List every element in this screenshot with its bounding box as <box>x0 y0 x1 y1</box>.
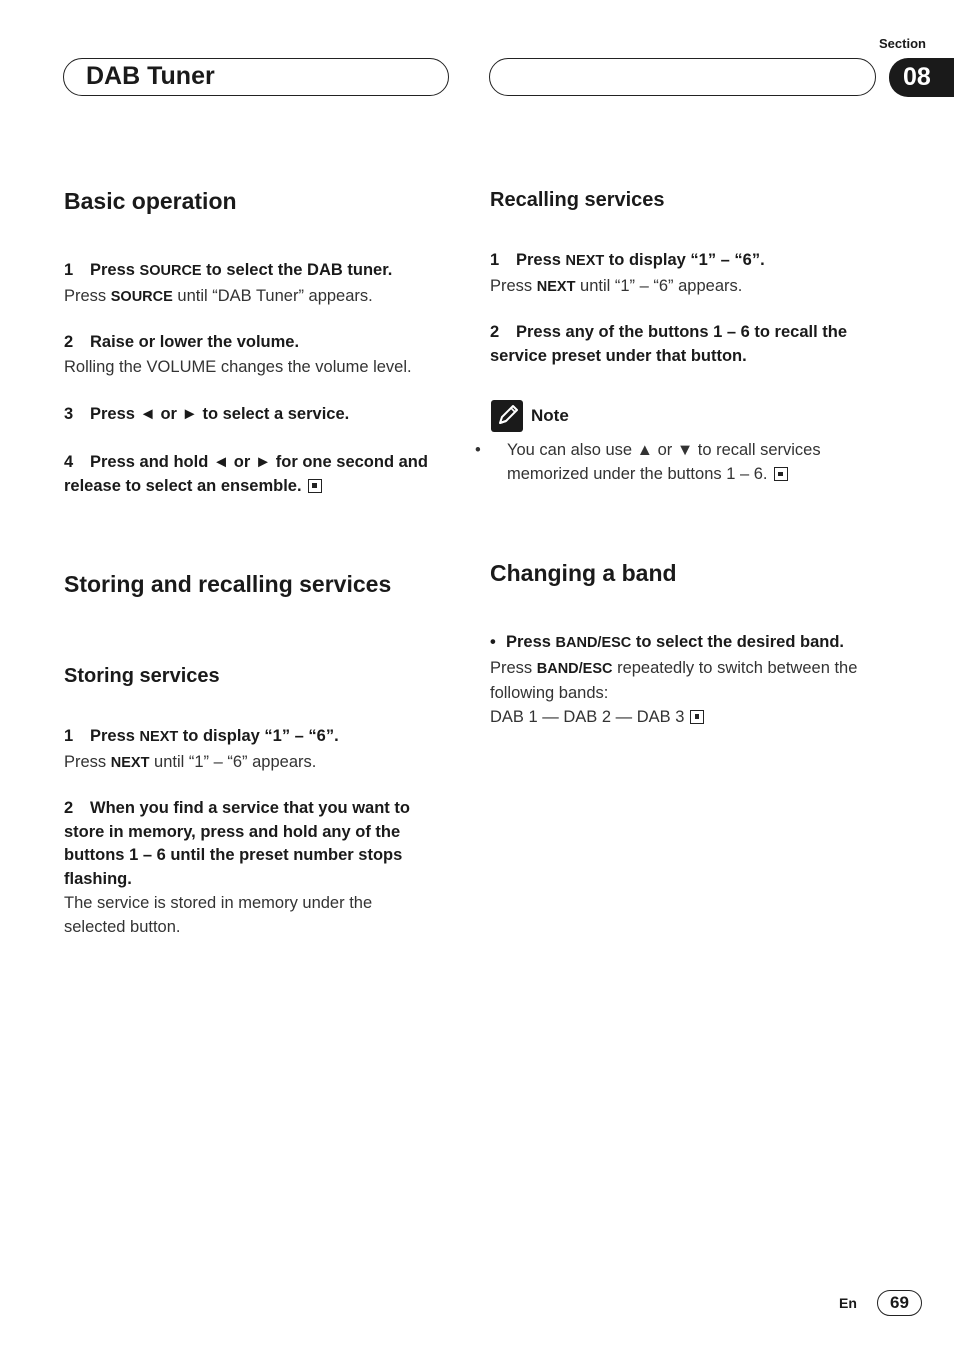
end-mark-icon <box>308 479 322 493</box>
recalling-services-heading: Recalling services <box>490 189 665 211</box>
recalling-step-1-body: Press NEXT until “1” – “6” appears. <box>490 276 743 295</box>
storing-step-1: 1 Press NEXT to display “1” – “6”. Press NEXT until “1” – “6” appears. <box>64 725 454 775</box>
storing-step-2-body: The service is stored in memory under the selected button. <box>64 894 373 936</box>
note-text: • You can also use ▲ or ▼ to recall services memorized under the buttons 1 – 6. <box>475 441 821 483</box>
band-sequence: DAB 1 — DAB 2 — DAB 3 <box>490 705 870 729</box>
basic-step-2-body: Rolling the VOLUME changes the volume level. <box>64 357 412 376</box>
section-number-tab: 08 <box>889 58 954 97</box>
section-label: Section <box>879 36 926 51</box>
end-mark-icon <box>774 467 788 481</box>
chapter-title-box <box>63 58 449 96</box>
keyword-next: NEXT <box>139 729 179 745</box>
page-number: 69 <box>877 1290 922 1316</box>
basic-operation-section <box>64 188 454 215</box>
step-number: 1 <box>64 261 74 279</box>
basic-step-3: 3 Press ◄ or ► to select a service. <box>64 405 350 423</box>
basic-step-4: 4 Press and hold ◄ or ► for one second and release to select an ensemble. <box>64 453 428 495</box>
chapter-title: DAB Tuner <box>86 62 215 90</box>
language-label: En <box>839 1295 857 1311</box>
end-mark-icon <box>690 710 704 724</box>
basic-step-1-body: Press SOURCE until “DAB Tuner” appears. <box>64 286 373 305</box>
storing-step-2: 2 When you find a service that you want to store in memory, press and hold any of the buttons 1 – 6 until the preset number stops flashing. The service is stored in memory under the selected button. <box>64 797 439 939</box>
basic-step-2: 2 Raise or lower the volume. Rolling the VOLUME changes the volume level. <box>64 331 464 379</box>
storing-services-subsection <box>64 665 454 688</box>
storing-step-1-body: Press NEXT until “1” – “6” appears. <box>64 752 317 771</box>
storing-services-heading: Storing services <box>64 665 220 687</box>
keyword-dab: DAB <box>307 261 343 279</box>
note-label: Note <box>531 406 569 425</box>
chapter-title-box-empty <box>489 58 876 96</box>
recalling-step-2: 2 Press any of the buttons 1 – 6 to recall the service preset under that button. <box>490 323 848 365</box>
keyword-source: SOURCE <box>139 263 202 279</box>
storing-recalling-heading: Storing and recalling services <box>64 571 392 597</box>
changing-band-body: Press BAND/ESC repeatedly to switch between the following bands: <box>490 658 858 702</box>
note-pencil-icon <box>491 400 523 432</box>
note-block <box>475 400 871 486</box>
recalling-services-subsection <box>490 189 880 212</box>
keyword-next: NEXT <box>565 253 605 269</box>
keyword-band-esc: BAND/ESC <box>555 635 632 651</box>
changing-band-section <box>490 560 880 587</box>
changing-band-step: • Press BAND/ESC to select the desired band. Press BAND/ESC repeatedly to switch between the following bands: DAB 1 — DAB 2 — DAB 3 <box>490 631 870 729</box>
storing-recalling-section <box>64 571 464 598</box>
changing-band-heading: Changing a band <box>490 560 677 586</box>
basic-step-1: 1 Press SOURCE to select the DAB tuner. Press SOURCE until “DAB Tuner” appears. <box>64 259 454 309</box>
recalling-step-1: 1 Press NEXT to display “1” – “6”. Press NEXT until “1” – “6” appears. <box>490 249 880 299</box>
basic-operation-heading: Basic operation <box>64 188 237 214</box>
